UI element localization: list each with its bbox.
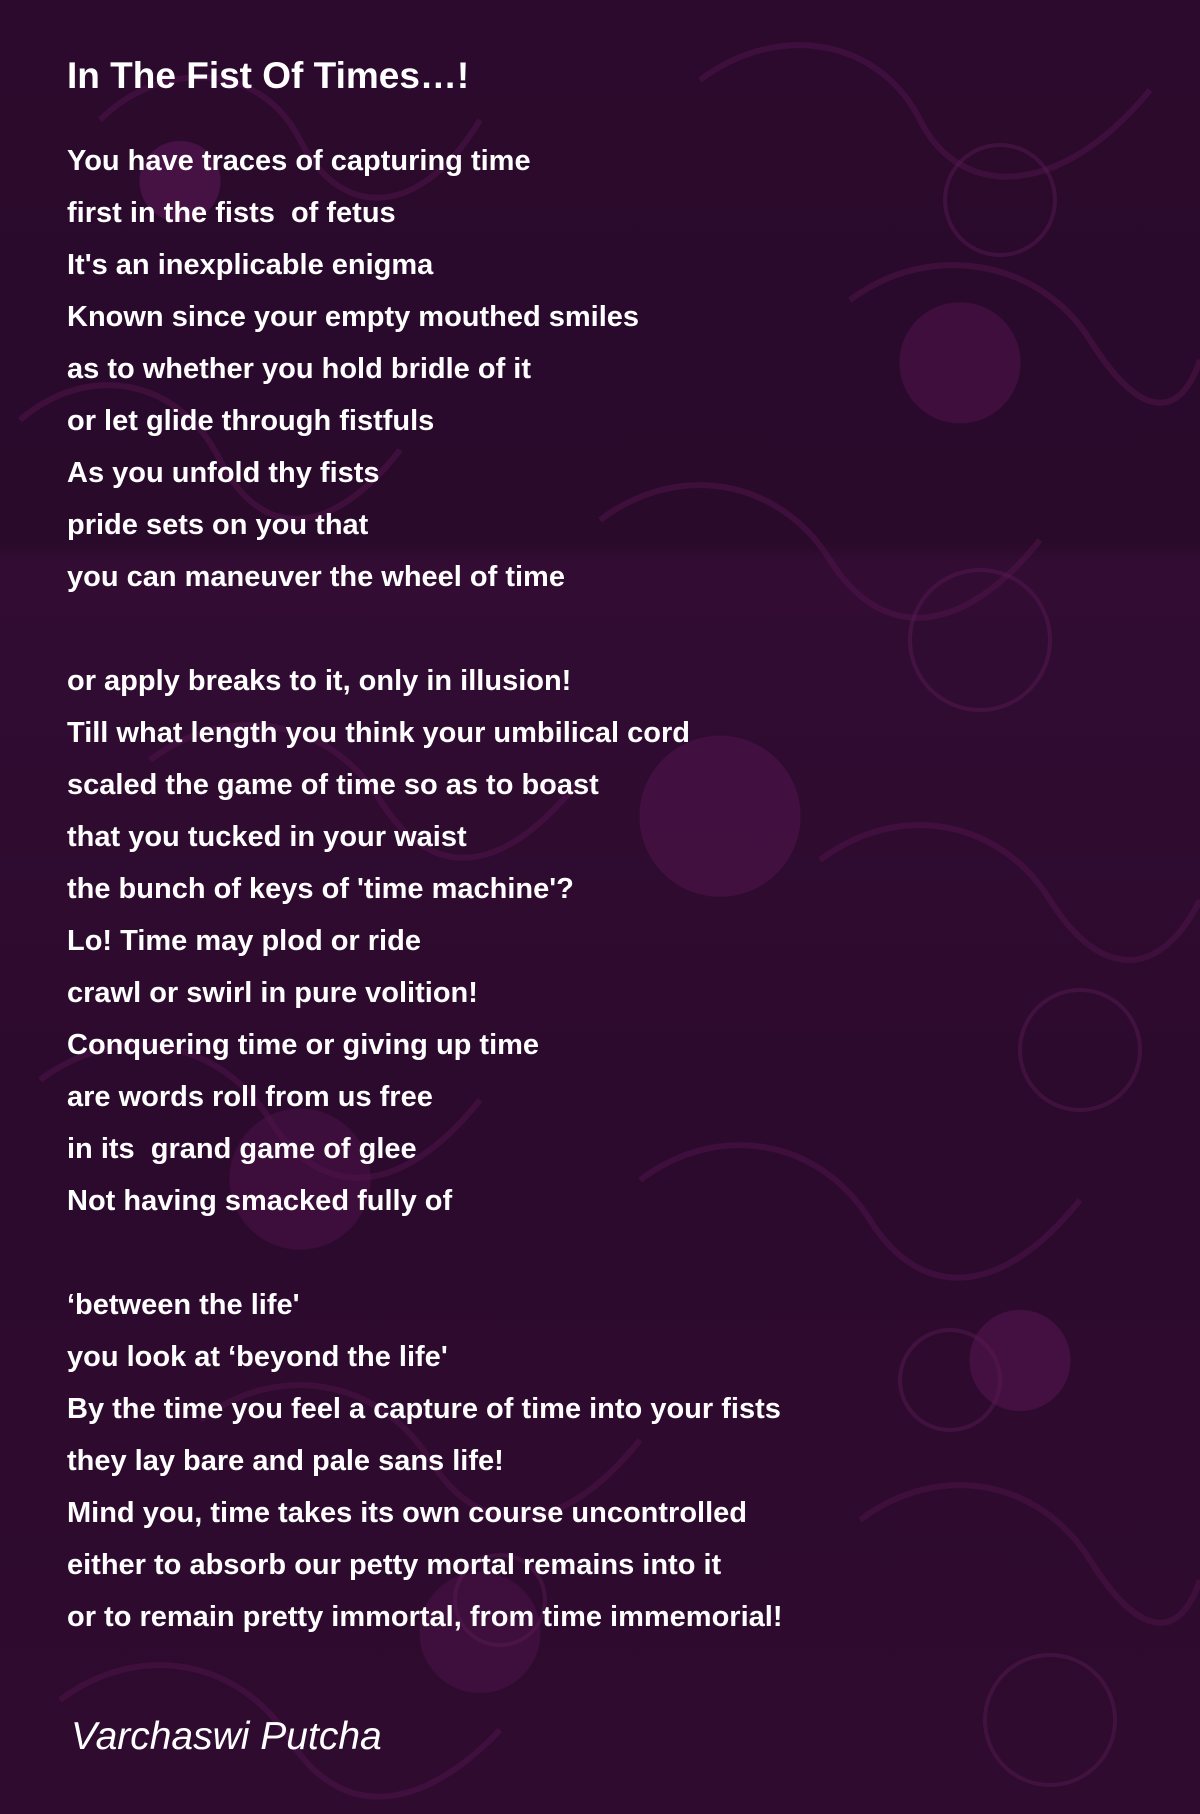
poem-line: You have traces of capturing time xyxy=(67,145,531,177)
poem-author: Varchaswi Putcha xyxy=(71,1715,382,1758)
poem-line: or let glide through fistfuls xyxy=(67,405,435,437)
poem-line: or apply breaks to it, only in illusion! xyxy=(67,665,572,697)
poem-line: or to remain pretty immortal, from time immemorial! xyxy=(67,1601,783,1633)
poem-line: either to absorb our petty mortal remains into it xyxy=(67,1549,722,1581)
poem-line: they lay bare and pale sans life! xyxy=(67,1445,504,1477)
poem-line: first in the fists of fetus xyxy=(67,197,396,229)
stanza-3 xyxy=(67,1279,1147,1643)
poem-line: Mind you, time takes its own course uncontrolled xyxy=(67,1497,747,1529)
poem-line: as to whether you hold bridle of it xyxy=(67,353,532,385)
poem-line: It's an inexplicable enigma xyxy=(67,249,434,281)
poem-line: As you unfold thy fists xyxy=(67,457,380,489)
poem-line: in its grand game of glee xyxy=(67,1133,417,1165)
stanza-2 xyxy=(67,655,1147,1227)
poem-line: pride sets on you that xyxy=(67,509,369,541)
poem-line: Known since your empty mouthed smiles xyxy=(67,301,640,333)
poem-title: In The Fist Of Times…! xyxy=(67,55,470,96)
poem-line: that you tucked in your waist xyxy=(67,821,467,853)
poem-line: Till what length you think your umbilical cord xyxy=(67,717,691,749)
poem-line: scaled the game of time so as to boast xyxy=(67,769,599,801)
poem-line: Not having smacked fully of xyxy=(67,1185,453,1217)
poem-line: Lo! Time may plod or ride xyxy=(67,925,421,957)
poem-line: Conquering time or giving up time xyxy=(67,1029,540,1061)
poem-line: you look at ‘beyond the life' xyxy=(67,1341,448,1373)
poem-line: crawl or swirl in pure volition! xyxy=(67,977,478,1009)
poem-line: the bunch of keys of 'time machine'? xyxy=(67,873,574,905)
stanza-1 xyxy=(67,135,1147,603)
poem-line: By the time you feel a capture of time into your fists xyxy=(67,1393,781,1425)
poem-line: ‘between the life' xyxy=(67,1289,300,1321)
poem-line: you can maneuver the wheel of time xyxy=(67,561,565,593)
poem-line: are words roll from us free xyxy=(67,1081,433,1113)
poem-container xyxy=(67,52,1147,1643)
